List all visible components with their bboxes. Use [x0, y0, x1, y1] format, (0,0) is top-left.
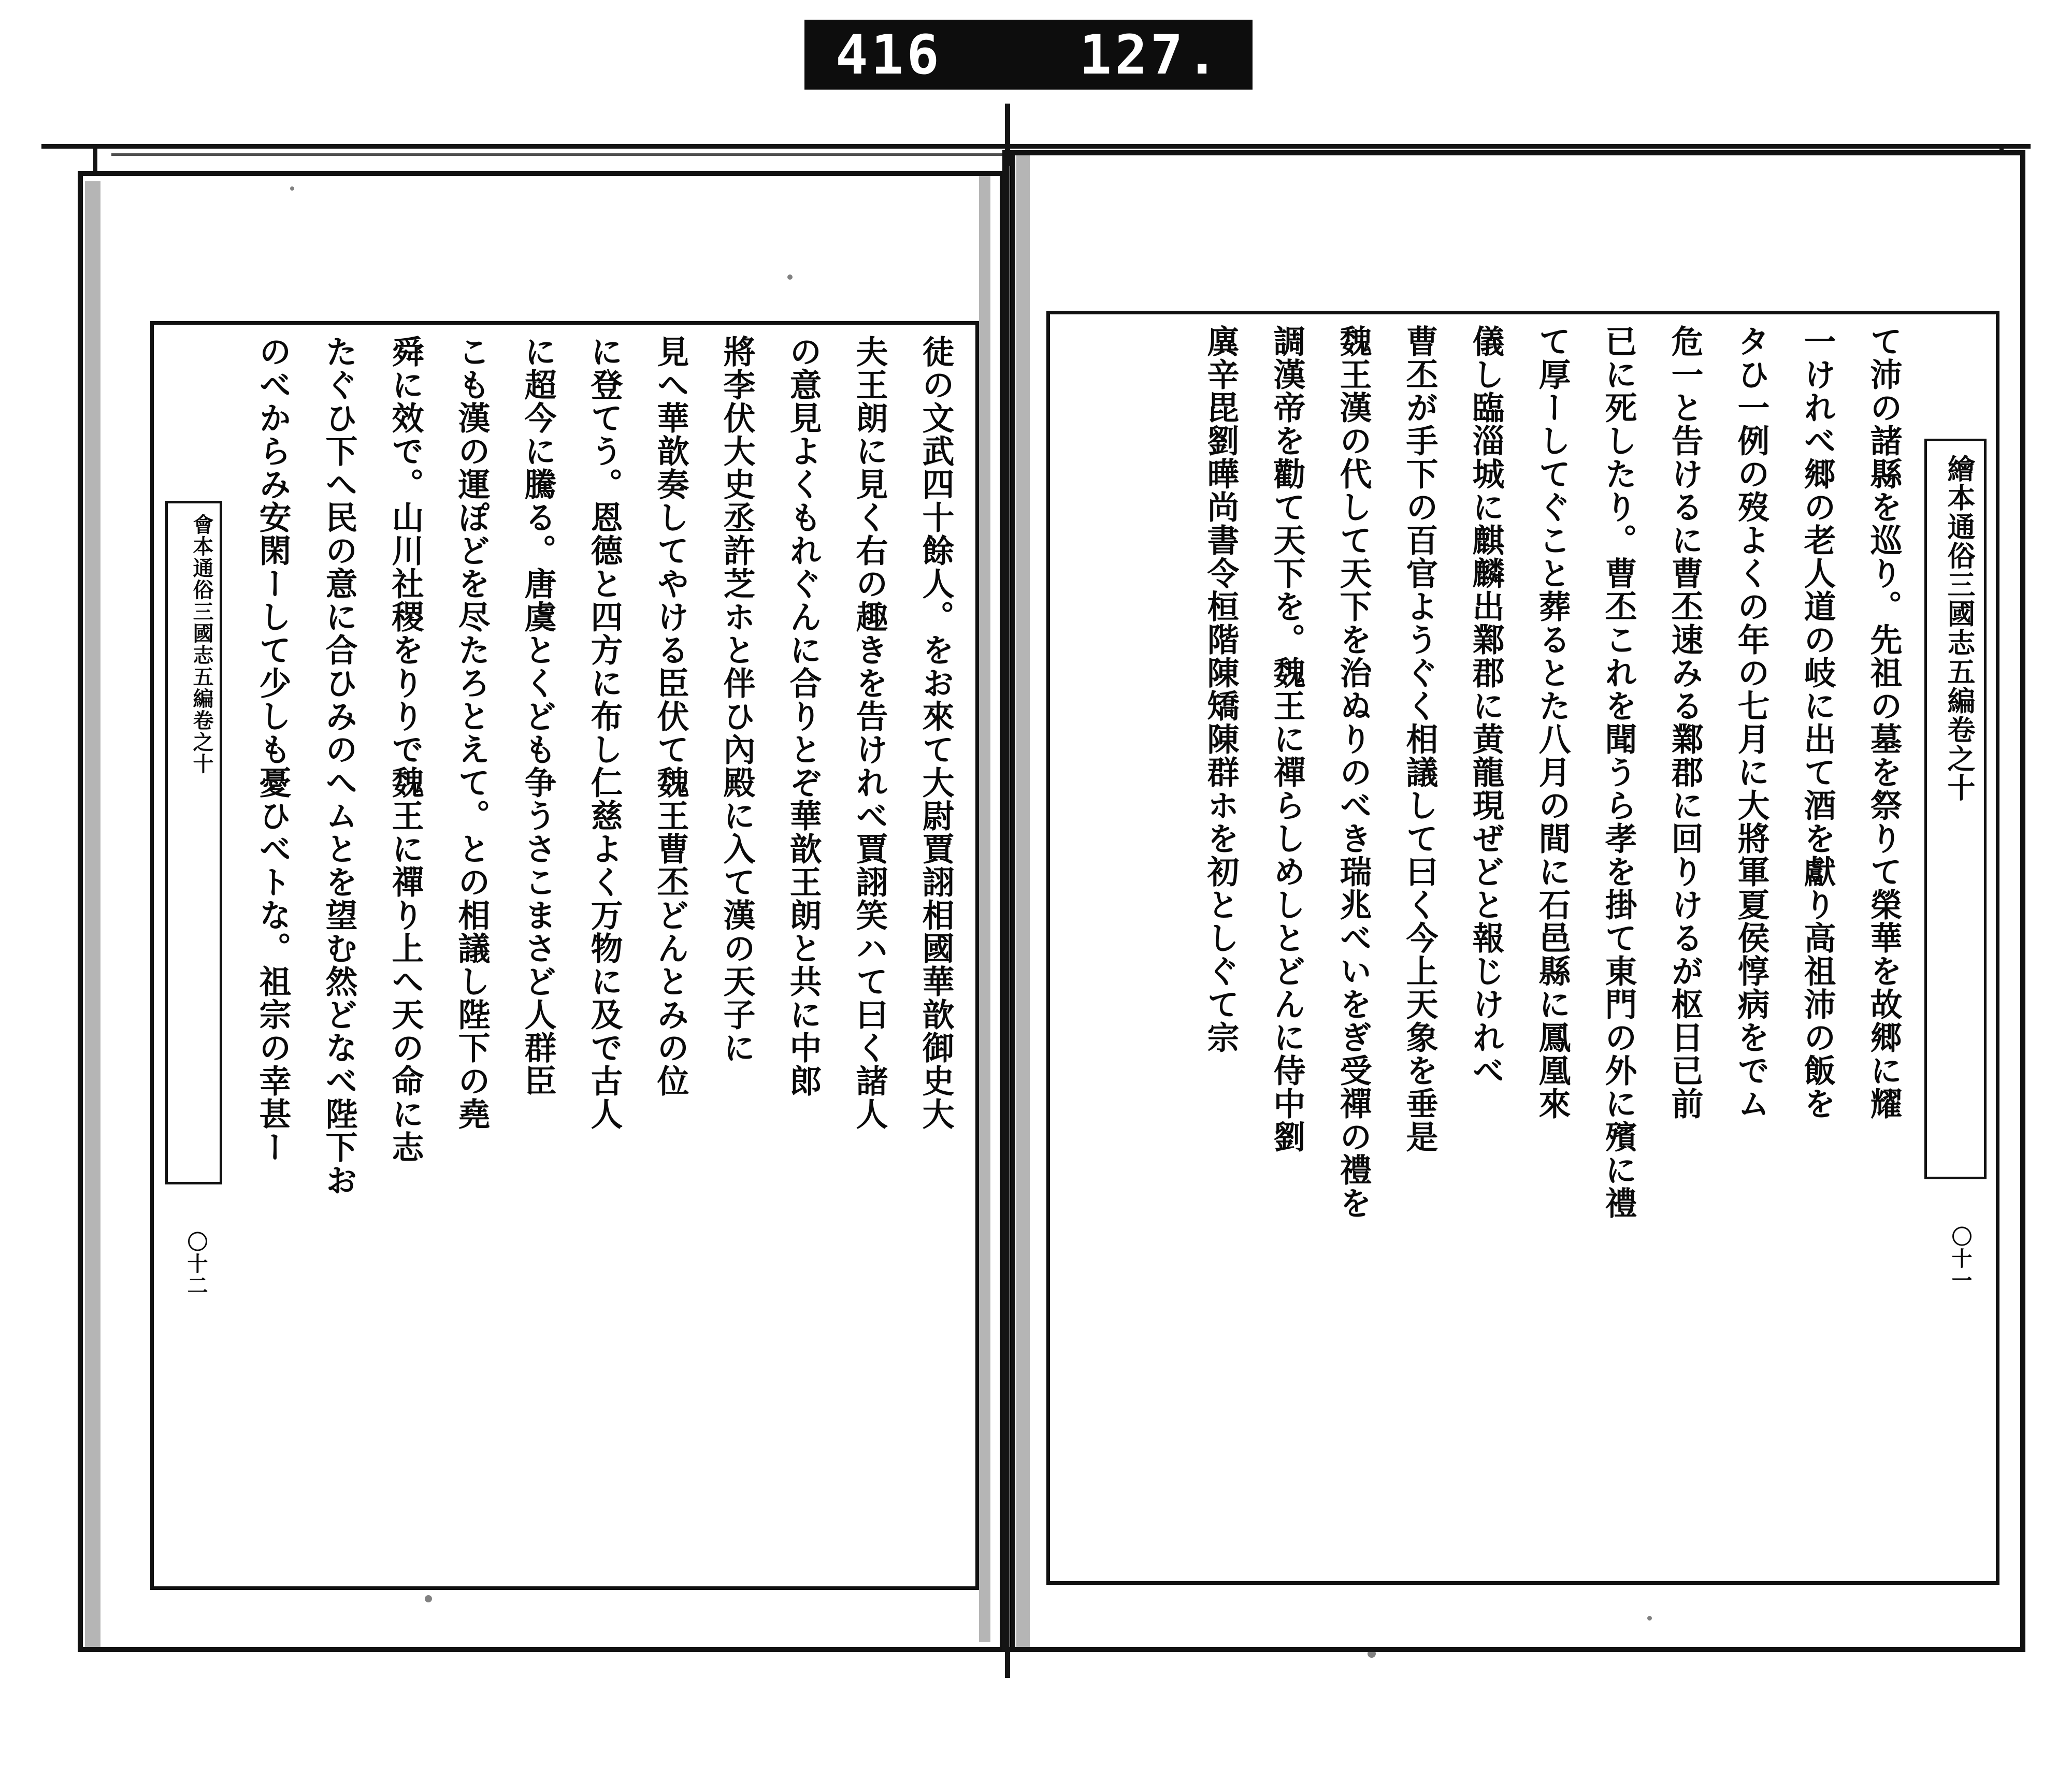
scan-artifact-speck — [290, 186, 294, 191]
left-page-column-1: 徒の文武四十餘人。をお來て大尉賈詡相國華歆御史大 — [917, 335, 955, 1131]
right-page-folio-mark: 〇十一 — [1948, 1226, 1973, 1291]
scanned-page-image — [0, 104, 2072, 1779]
left-page-colophon: 會本通俗三國志五編卷之十 — [190, 514, 214, 775]
left-page-column-7: に超今に騰る。唐虞とくども争うさこまさど人群臣 — [519, 335, 557, 1097]
right-page-column-7: 儀し臨淄城に麒麟出鄴郡に黄龍現ぜどと報じけれべ — [1467, 325, 1505, 1087]
scan-top-edge-line — [41, 144, 2031, 149]
right-page-column-11: 廙辛毘劉曄尚書令桓階陳矯陳群ホを初としぐて宗 — [1202, 325, 1240, 1054]
scan-artifact-speck — [1368, 1650, 1376, 1658]
left-page-column-11: のべからみ安閑ーして少しも憂ひべトな。祖宗の幸甚ー — [254, 335, 292, 1164]
right-page-column-6: て厚ーしてぐこと葬るとた八月の間に石邑縣に鳳凰來 — [1533, 325, 1571, 1120]
book-gutter — [1002, 150, 1010, 1652]
right-page-column-4: 危一と告けるに曹丕速みる鄴郡に回りけるが枢日已前 — [1666, 325, 1704, 1120]
film-frame-left-number: 416 — [836, 23, 942, 86]
left-page — [78, 171, 1005, 1652]
scan-artifact-speck — [425, 1595, 432, 1602]
left-page-column-3: の意見よくもれぐんに合りとぞ華歆王朗と共に中郎 — [784, 335, 822, 1097]
right-page-column-1: て沛の諸縣を巡り。先祖の墓を祭りて榮華を故郷に耀 — [1865, 325, 1903, 1120]
right-page-column-2: 一けれべ郷の老人道の岐に出て酒を獻り高祖沛の飯を — [1798, 325, 1836, 1120]
book-opening — [78, 150, 2025, 1652]
right-page-column-10: 調漢帝を勸て天下を。魏王に禪らしめしとどんに侍中劉 — [1268, 325, 1306, 1153]
left-page-text-frame — [150, 321, 979, 1590]
scan-artifact-speck — [787, 274, 793, 280]
gutter-lower-extension — [1005, 1647, 1010, 1678]
left-page-folio-mark: 〇十二 — [184, 1231, 208, 1296]
binding-shadow-right — [1016, 155, 1030, 1647]
gutter-upper-extension — [1005, 104, 1010, 166]
binding-shadow-left — [979, 176, 990, 1642]
left-page-column-5: 見へ華歆奏してやける臣伏て魏王曹丕どんとみの位 — [652, 335, 689, 1097]
left-page-column-4: 將李伏大史丞許芝ホと伴ひ內殿に入て漢の天子に — [718, 335, 756, 1064]
left-page-column-2: 夫王朗に見く右の趣きを告けれべ賈詡笑ハて曰く諸人 — [851, 335, 888, 1131]
left-page-column-9: 舜に效で。山川社稷をりりで魏王に禪り上へ天の命に志 — [386, 335, 424, 1164]
film-frame-right-number: 127. — [1079, 23, 1221, 86]
right-page — [1010, 150, 2025, 1652]
right-page-column-9: 魏王漢の代して天下を治ぬりのべき瑞兆べいをぎ受禪の禮を — [1334, 325, 1372, 1220]
right-page-column-8: 曹丕が手下の百官ようぐく相議して曰く今上天象を垂是 — [1401, 325, 1438, 1153]
left-page-column-10: たぐひ下へ民の意に合ひみのへムとを望む然どなべ陛下お — [320, 335, 358, 1197]
right-page-column-3: タひ一例の歿よくの年の七月に大將軍夏侯惇病をでム — [1732, 325, 1770, 1120]
scan-artifact-speck — [1647, 1616, 1652, 1621]
right-page-title: 繪本通俗三國志五編卷之十 — [1943, 454, 1976, 802]
left-page-column-8: こも漢の運ぽどを尽たろとえて。との相議し陛下の堯 — [453, 335, 491, 1131]
right-page-column-5: 已に死したり。曹丕これを聞うら孝を掛て東門の外に殯に禮 — [1600, 325, 1637, 1220]
microfilm-frame-header — [804, 20, 1253, 90]
right-page-text-frame — [1046, 311, 1999, 1585]
outer-edge-shadow-left — [85, 181, 100, 1647]
left-page-column-6: に登てう。恩德と四方に布し仁慈よく万物に及で古人 — [585, 335, 623, 1131]
